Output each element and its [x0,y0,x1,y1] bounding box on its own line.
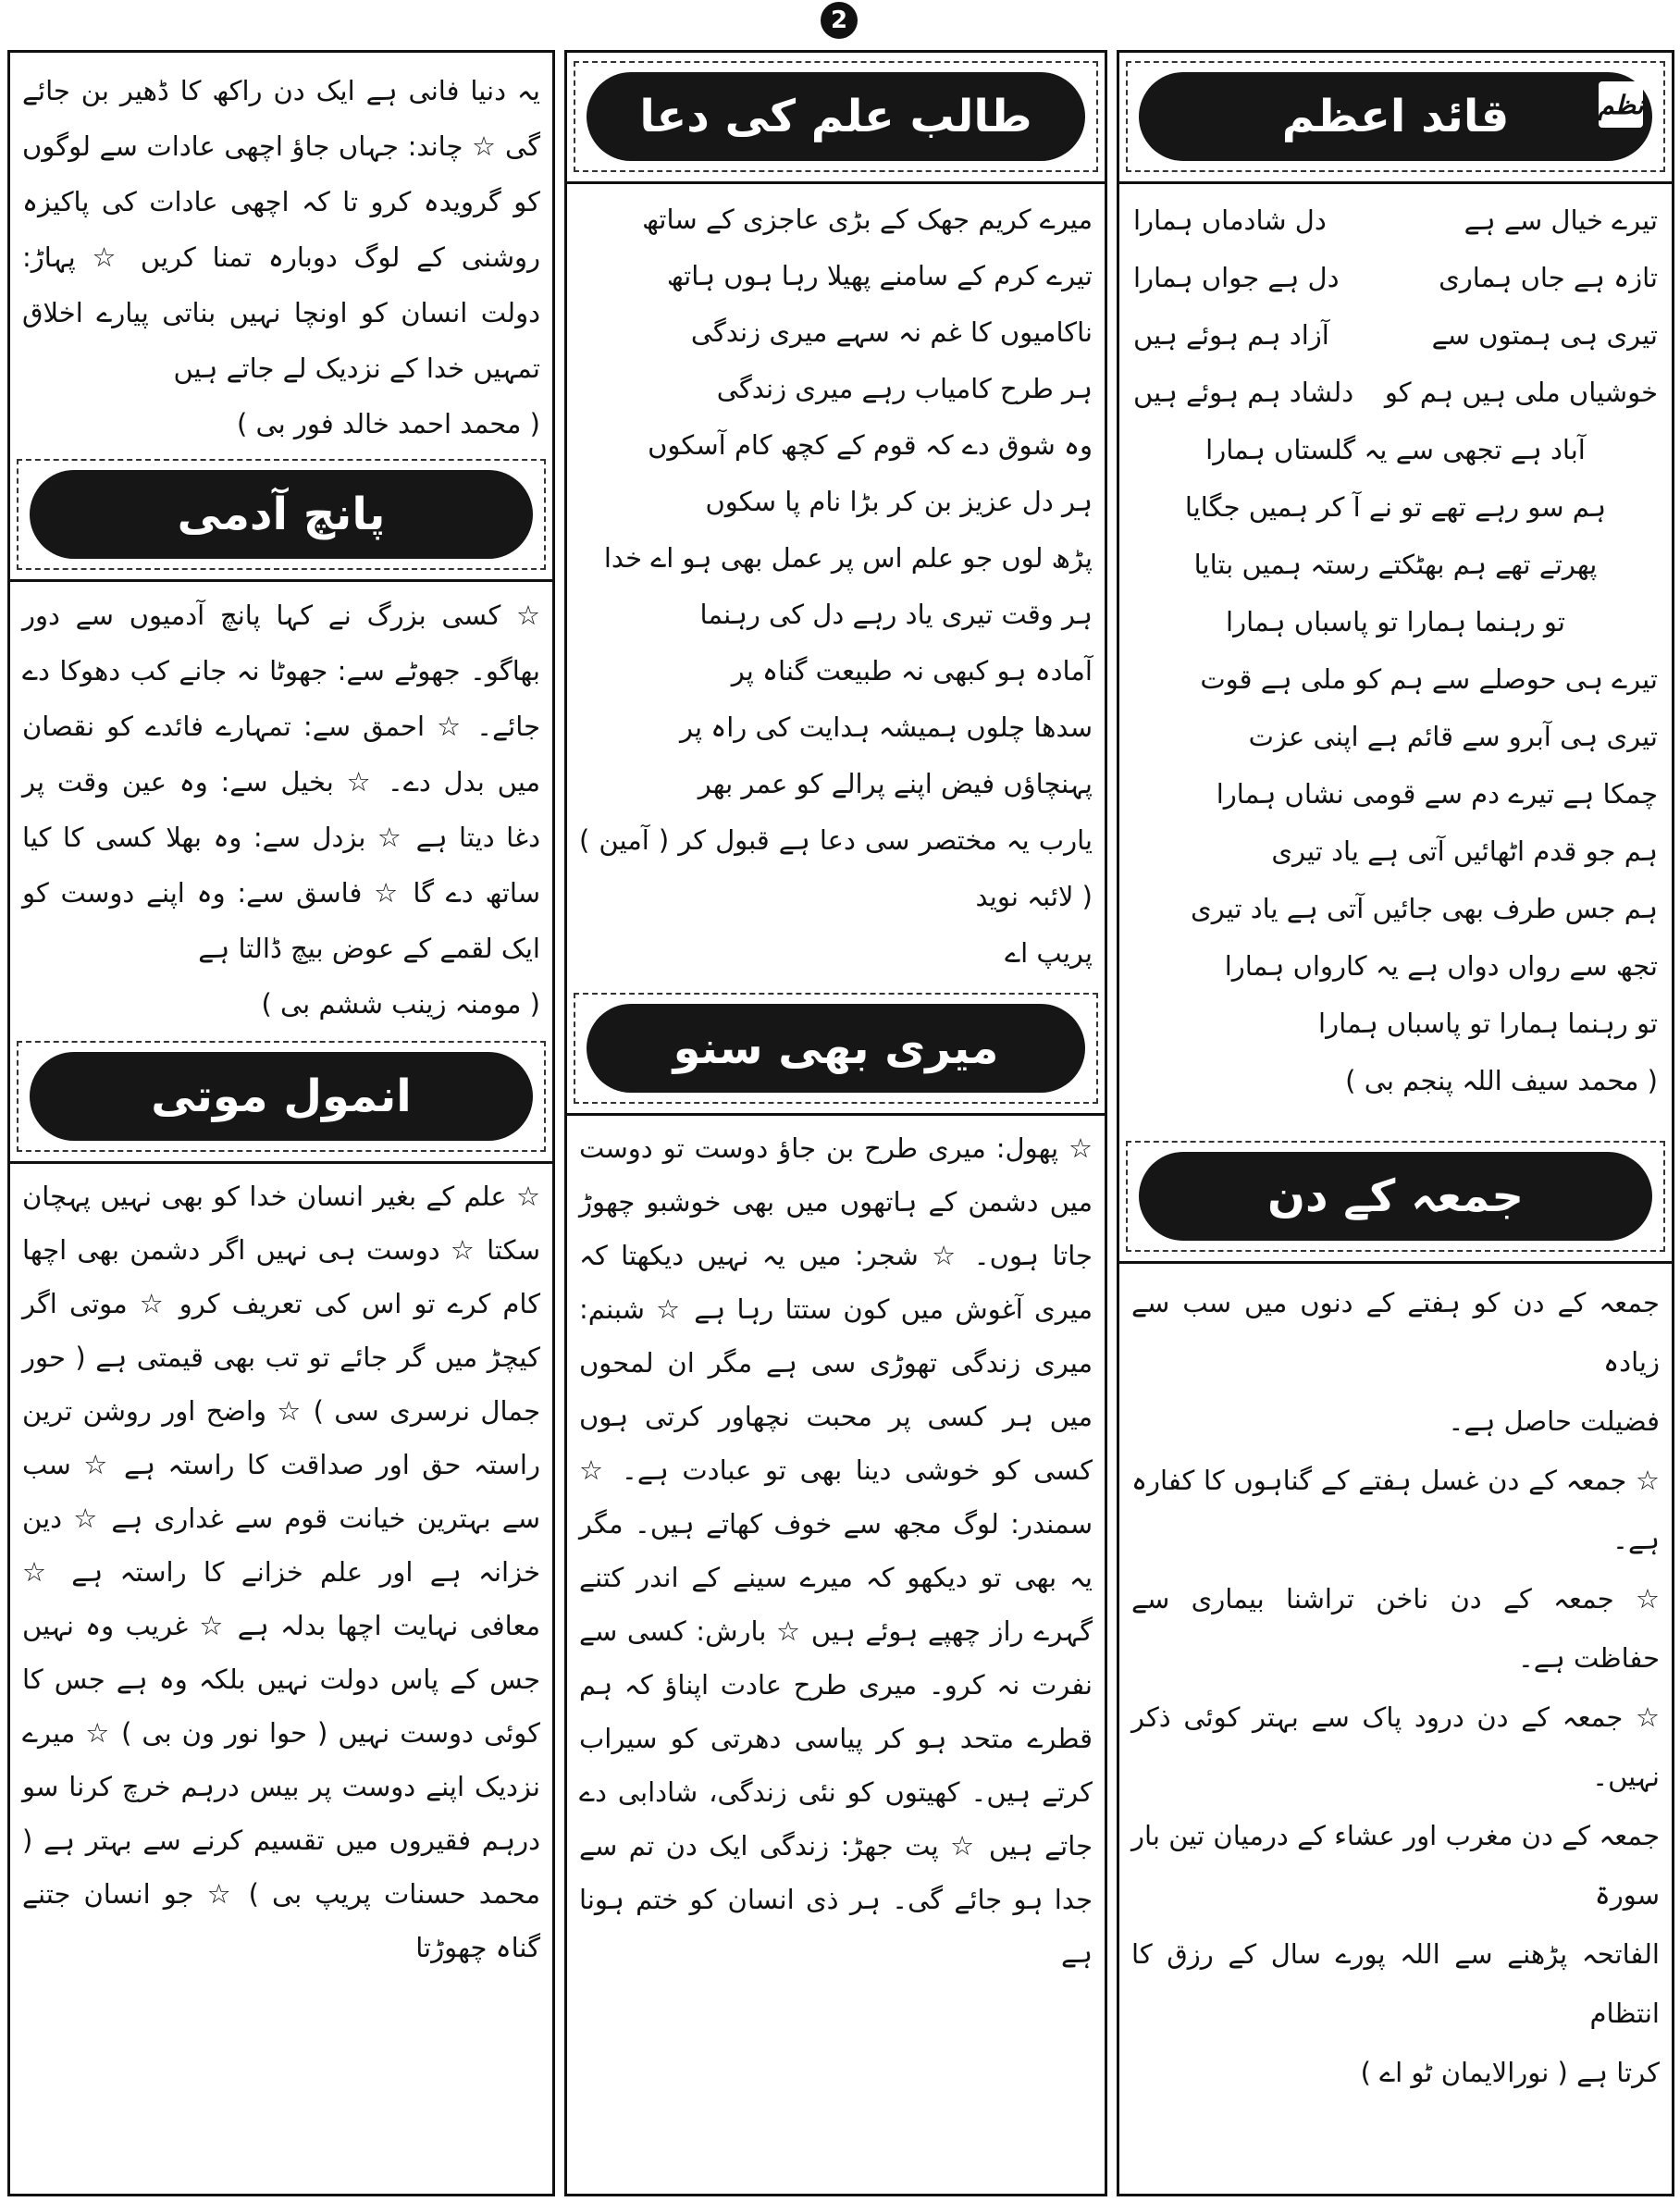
five-title: پانچ آدمی [30,470,533,559]
friday-text: جمعہ کے دن کو ہفتے کے دنوں میں سب سے زیادہ فضیلت حاصل ہے۔ ☆ جمعہ کے دن غسل ہفتے کے گناہوں کا کفارہ ہے۔ ☆ جمعہ کے دن ناخن تراشنا بیماری سے حفاظت ہے۔ ☆ جمعہ کے دن درود پاک سے بہتر کوئی ذکر نہیں۔ جمعہ کے دن مغرب اور عشاء کے درمیان تین بار سورۃ الفاتحہ پڑھنے سے اللہ پورے سال کے رزق کا انتظام کرتا ہے ( نورالایمان ٹو اے ) [1131,1287,1660,2088]
poem-line: تجھ سے رواں دواں ہے یہ کارواں ہمارا [1224,950,1658,982]
poem-credit: ( محمد سیف اللہ پنجم بی ) [1345,1065,1658,1096]
friday-title: جمعہ کے دن [1139,1152,1652,1241]
poem-line: تازہ ہے جاں ہماری دل ہے جواں ہمارا [1133,262,1658,293]
poem-line: چمکا ہے تیرے دم سے قومی نشاں ہمارا [1216,778,1658,810]
pearls-title: انمول موتی [30,1052,533,1141]
page-number: 2 [821,2,858,39]
poem-line: ہم سو رہے تھے تو نے آ کر ہمیں جگایا [1184,491,1607,523]
dua-title: طالب علم کی دعا [587,72,1085,161]
poem-line: آباد ہے تجھی سے یہ گلستاں ہمارا [1205,434,1586,465]
poem-line: تیرے ہی حوصلے سے ہم کو ملی ہے قوت [1200,663,1658,695]
friday-heading-box [1126,1141,1665,1252]
left-column [7,50,555,2196]
poem-line: تیرے خیال سے ہے دل شادماں ہمارا [1133,204,1658,236]
dua-text: میرے کریم جھک کے بڑی عاجزی کے ساتھ تیرے کرم کے سامنے پھیلا رہا ہوں ہاتھ ناکامیوں کا غم نہ سہے میری زندگی ہر طرح کامیاب رہے میری زندگی وہ شوق دے کہ قوم کے کچھ کام آسکوں ہر دل عزیز بن کر بڑا نام پا سکوں پڑھ لوں جو علم اس پر عمل بھی ہو اے خدا ہر وقت تیری یاد رہے دل کی رہنما آمادہ ہو کبھی نہ طبیعت گناہ پر سدھا چلوں ہمیشہ ہدایت کی راہ پر پہنچاؤں فیض اپنے پرالے کو عمر بھر یارب یہ مختصر سی دعا ہے قبول کر ( آمین ) ( لائبہ نوید پریپ اے [579,204,1093,969]
poem-line: تو رہنما ہمارا تو پاسباں ہمارا [1226,606,1565,637]
poem-line: خوشیاں ملی ہیں ہم کو دلشاد ہم ہوئے ہیں [1133,377,1658,408]
dua-heading-box [574,61,1098,172]
poem-heading-box [1126,61,1665,172]
poem-line: تو رہنما ہمارا تو پاسباں ہمارا [1318,1008,1658,1039]
poem-body [1117,184,1674,1109]
poem-line: ہم جو قدم اٹھائیں آتی ہے یاد تیری [1271,835,1658,867]
middle-column [564,50,1107,2196]
poem-line: تیری ہی ہمتوں سے آزاد ہم ہوئے ہیں [1133,319,1658,351]
suno-title: میری بھی سنو [587,1004,1085,1093]
poem-title: نظم قائد اعظم [1139,72,1652,161]
five-credit: ( مومنہ زینب ششم بی ) [261,988,540,1020]
five-text: ☆ کسی بزرگ نے کہا پانچ آدمیوں سے دور بھاگو۔ جھوٹے سے: جھوٹا نہ جانے کب دھوکا دے جائے۔ ☆ احمق سے: تمہارے فائدے کو نقصان میں بدل دے۔ ☆ بخیل سے: وہ عین وقت پر دغا دیتا ہے ☆ بزدل سے: وہ بھلا کسی کا کیا ساتھ دے گا ☆ فاسق سے: وہ اپنے دوست کو ایک لقمے کے عوض بیچ ڈالتا ہے ( مومنہ زینب ششم بی ) [7,582,555,1032]
poem-line: پھرتے تھے ہم بھٹکتے رستہ ہمیں بتایا [1193,549,1598,580]
suno-text: ☆ پھول: میری طرح بن جاؤ دوست تو دوست میں دشمن کے ہاتھوں میں بھی خوشبو چھوڑ جاتا ہوں۔ ☆ شجر: میں یہ نہیں دیکھتا کہ میری آغوش میں کون ستتا رہا ہے ☆ شبنم: میری زندگی تھوڑی سی ہے مگر ان لمحوں میں ہر کسی پر محبت نچھاور کرتی ہوں کسی کو خوشی دینا بھی تو عبادت ہے۔ ☆ سمندر: لوگ مجھ سے خوف کھاتے ہیں۔ مگر یہ بھی تو دیکھو کہ میرے سینے کے اندر کتنے گہرے راز چھپے ہوئے ہیں ☆ بارش: کسی سے نفرت نہ کرو۔ میری طرح عادت اپناؤ کہ ہم قطرے متحد ہو کر پیاسی دھرتی کو سیراب کرتے ہیں۔ کھیتوں کو نئی زندگی، شادابی دے جاتے ہیں ☆ پت جھڑ: زندگی ایک دن تم سے جدا ہو جائے گی۔ ہر ذی انسان کو ختم ہونا ہے [579,1132,1093,1969]
nazm-tag: نظم [1599,81,1643,128]
intro-text: یہ دنیا فانی ہے ایک دن راکھ کا ڈھیر بن جائے گی ☆ چاند: جہاں جاؤ اچھی عادات سے لوگوں کو گرویدہ کرو تا کہ اچھی عادات کی پاکیزہ روشنی کے لوگ دوبارہ تمنا کریں ☆ پہاڑ: دولت انسان کو اونچا نہیں بناتی پیارے اخلاق تمہیں خدا کے نزدیک لے جاتے ہیں ( محمد احمد خالد فور بی ) [7,50,555,452]
suno-heading-box [574,993,1098,1104]
poem-line: تیری ہی آبرو سے قائم ہے اپنی عزت [1248,721,1658,752]
pearls-text: ☆ علم کے بغیر انسان خدا کو بھی نہیں پہچان سکتا ☆ دوست ہی نہیں اگر دشمن بھی اچھا کام کرے تو اس کی تعریف کرو ☆ موتی اگر کیچڑ میں گر جائے تو تب بھی قیمتی ہے ( حور جمال نرسری سی ) ☆ واضح اور روشن ترین راستہ حق اور صداقت کا راستہ ہے ☆ سب سے بہترین خیانت قوم سے غداری ہے ☆ دین خزانہ ہے اور علم خزانے کا راستہ ہے ☆ معافی نہایت اچھا بدلہ ہے ☆ غریب وہ نہیں جس کے پاس دولت نہیں بلکہ وہ ہے جس کا کوئی دوست نہیں ( حوا نور ون بی ) ☆ میرے نزدیک اپنے دوست پر بیس درہم خرچ کرنا سو درہم فقیروں میں تقسیم کرنے سے بہتر ہے ( محمد حسنات پریپ بی ) ☆ جو انسان جتنے گناہ چھوڑتا [22,1181,540,1963]
pearls-heading-box [17,1041,546,1152]
intro-credit: ( محمد احمد خالد فور بی ) [236,408,540,439]
right-column [1117,50,1674,2196]
poem-line: ہم جس طرف بھی جائیں آتی ہے یاد تیری [1191,893,1658,924]
five-heading-box [17,459,546,570]
